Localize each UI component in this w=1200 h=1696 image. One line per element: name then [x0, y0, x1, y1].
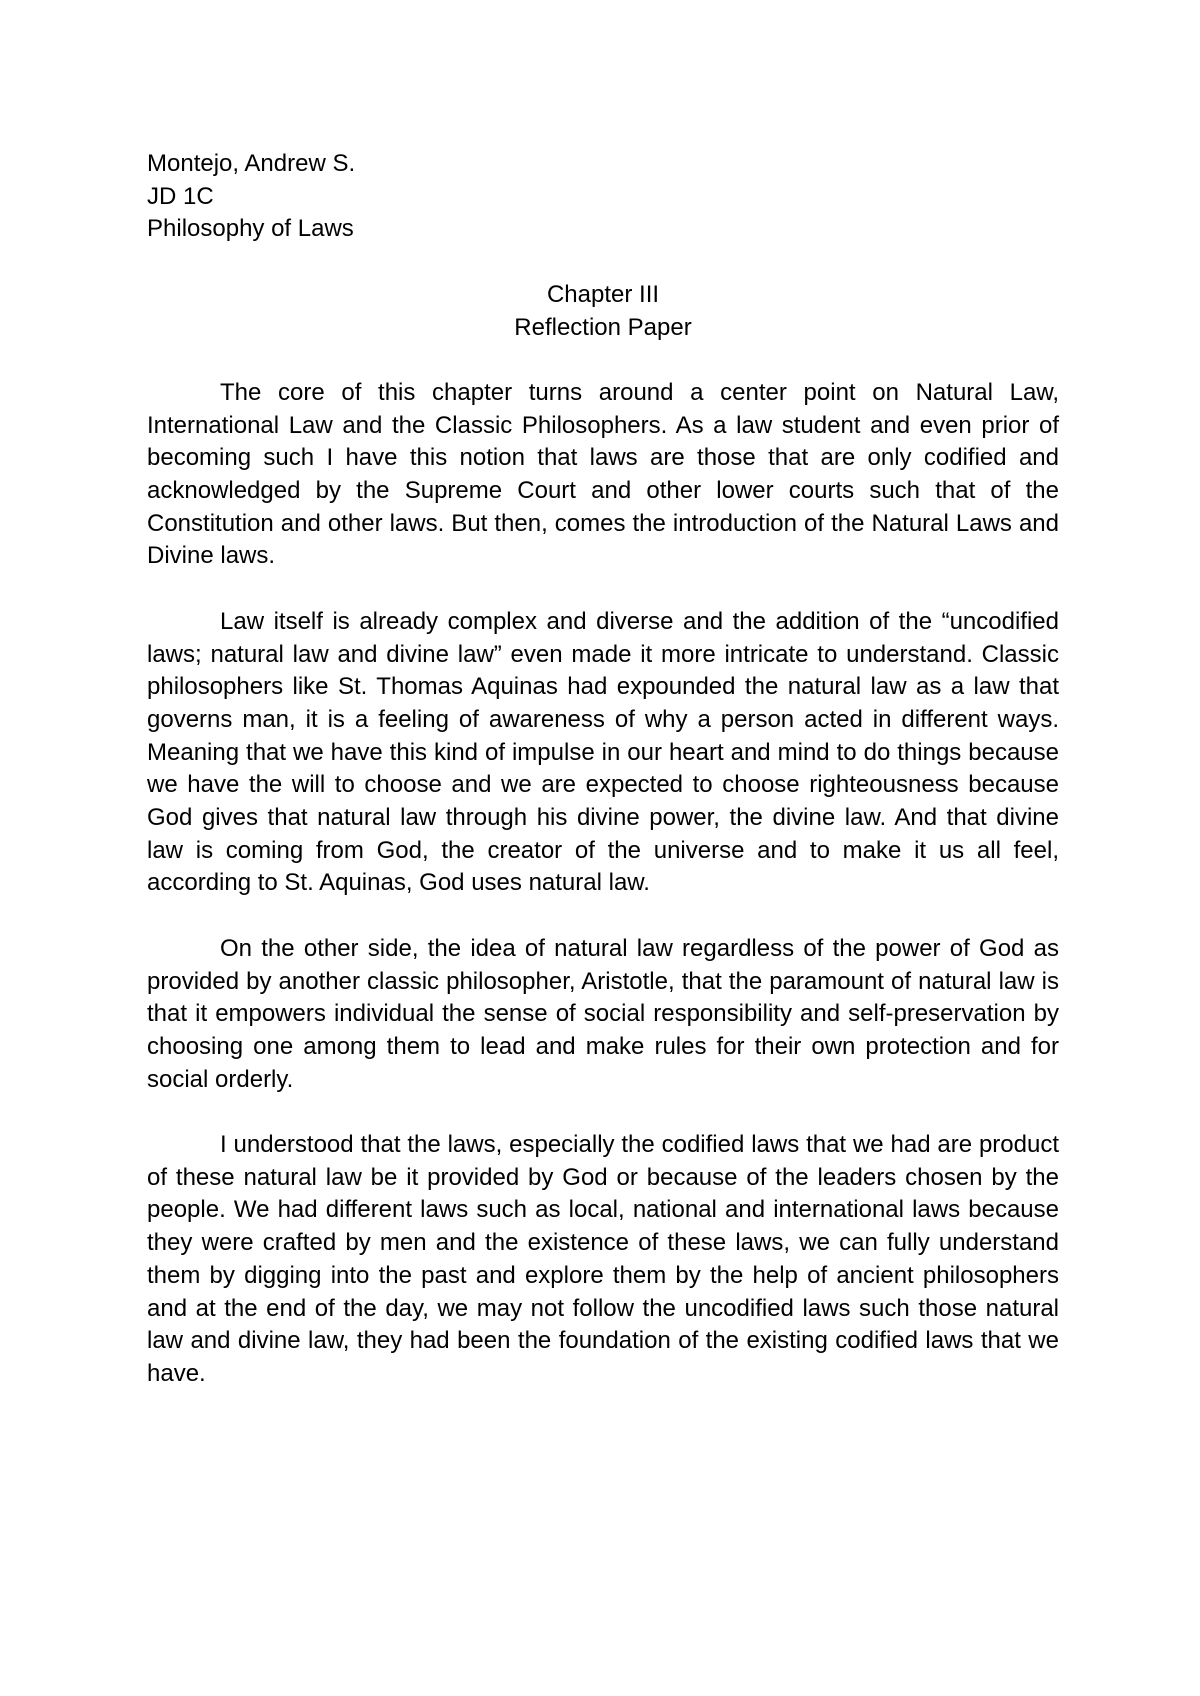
document-content: [147, 148, 1059, 1391]
author-name: Montejo, Andrew S.: [147, 150, 356, 177]
paragraph-2: Law itself is already complex and diverse and the addition of the “uncodified laws; natural law and divine law” even made it more intricate to understand. Classic philosophers like St. Thomas Aquinas had expounded the natural law as a law that governs man, it is a feeling of awareness of why a person acted in different ways. Meaning that we have this kind of impulse in our heart and mind to do things because we have the will to choose and we are expected to choose righteousness because God gives that natural law through his divine power, the divine law. And that divine law is coming from God, the creator of the universe and to make it us all feel, according to St. Aquinas, God uses natural law.: [147, 607, 1059, 897]
paragraph-4: I understood that the laws, especially the codified laws that we had are product of these natural law be it provided by God or because of the leaders chosen by the people. We had different laws such as local, national and international laws because they were crafted by men and the existence of these laws, we can fully understand them by digging into the past and explore them by the help of ancient philosophers and at the end of the day, we may not follow the uncodified laws such those natural law and divine law, they had been the foundation of the existing codified laws that we have.: [147, 1131, 1059, 1387]
title-block: [147, 279, 1059, 344]
author-header: [147, 148, 1059, 246]
chapter-title: Chapter III: [546, 280, 660, 308]
class-section: JD 1C: [147, 182, 214, 210]
paragraph-1: The core of this chapter turns around a center point on Natural Law, International Law and the Classic Philosophers. As a law student and even prior of becoming such I have this notion that laws are those that are only codified and acknowledged by the Supreme Court and other lower courts such that of the Constitution and other laws. But then, comes the introduction of the Natural Laws and Divine laws.: [147, 378, 1059, 570]
paper-subtitle: Reflection Paper: [514, 313, 692, 341]
paragraph-3: On the other side, the idea of natural law regardless of the power of God as provided by another classic philosopher, Aristotle, that the paramount of natural law is that it empowers individual the sense of social responsibility and self-preservation by choosing one among them to lead and make rules for their own protection and for social orderly.: [147, 934, 1059, 1093]
course-name: Philosophy of Laws: [147, 215, 354, 243]
